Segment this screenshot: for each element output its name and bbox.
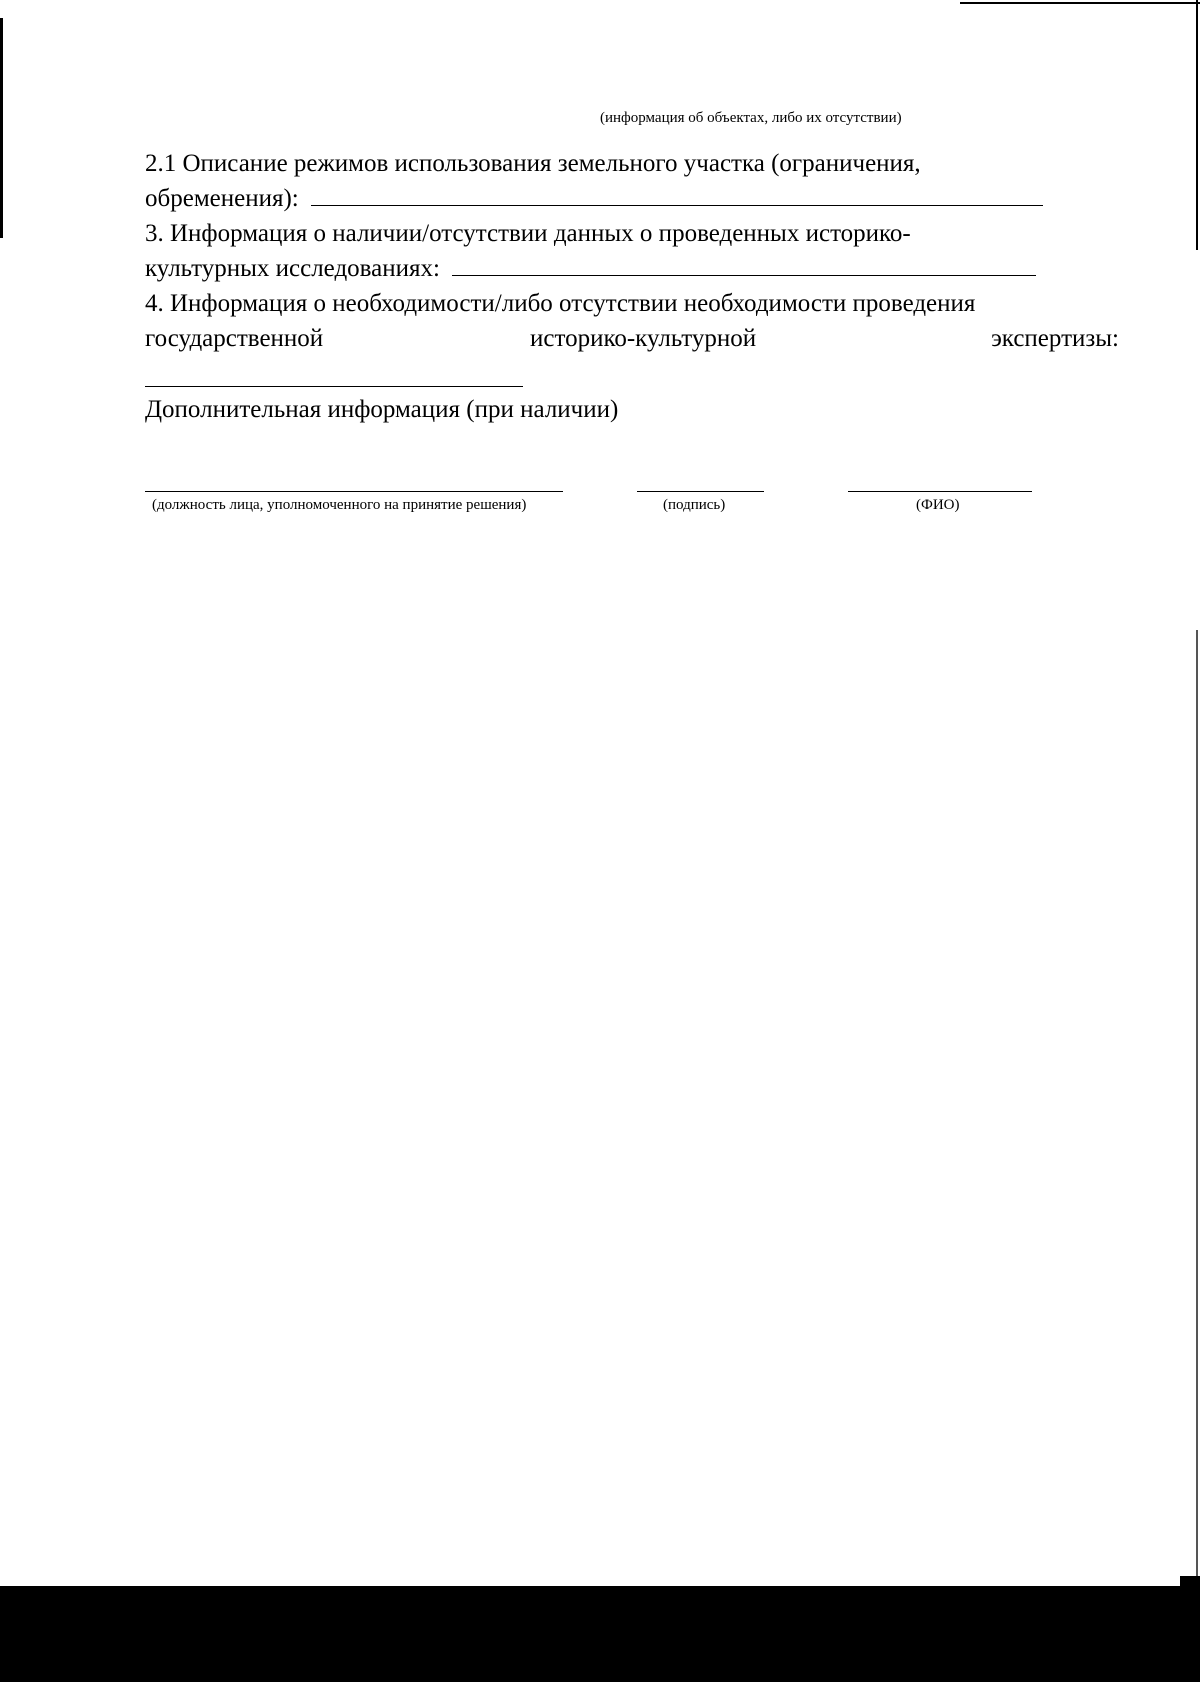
scan-edge-left	[0, 18, 3, 238]
item-3-label: культурных исследованиях:	[145, 255, 440, 282]
item-2-1-line2	[145, 183, 1043, 215]
position-caption: (должность лица, уполномоченного на принятие решения)	[152, 497, 527, 513]
item-4-word-state: государственной	[145, 325, 324, 352]
item-3-line2	[145, 253, 1036, 285]
name-blank	[848, 491, 1032, 492]
scan-bottom-step	[1180, 1576, 1200, 1586]
research-blank	[452, 253, 1036, 276]
item-4-line1: 4. Информация о необходимости/либо отсутствии необходимости проведения	[145, 290, 976, 317]
expertise-blank	[145, 386, 523, 387]
restrictions-blank	[311, 183, 1043, 206]
scan-bottom-bar	[0, 1586, 1200, 1682]
item-4-word-expertise: экспертизы:	[991, 325, 1119, 352]
scan-edge-top	[960, 2, 1200, 4]
additional-info-heading: Дополнительная информация (при наличии)	[145, 396, 619, 423]
name-caption: (ФИО)	[916, 497, 960, 513]
item-4-word-historical: историко-культурной	[530, 325, 757, 352]
signature-blank	[637, 491, 764, 492]
item-2-1-label: обременения):	[145, 185, 299, 212]
signature-caption: (подпись)	[663, 497, 726, 513]
scan-edge-right-mid	[1196, 630, 1198, 1580]
item-2-1-line1: 2.1 Описание режимов использования земельного участка (ограничения,	[145, 150, 921, 177]
scan-edge-right-top	[1196, 0, 1198, 250]
objects-caption: (информация об объектах, либо их отсутствии)	[600, 110, 902, 126]
item-3-line1: 3. Информация о наличии/отсутствии данных о проведенных историко-	[145, 220, 911, 247]
position-blank	[145, 491, 563, 492]
